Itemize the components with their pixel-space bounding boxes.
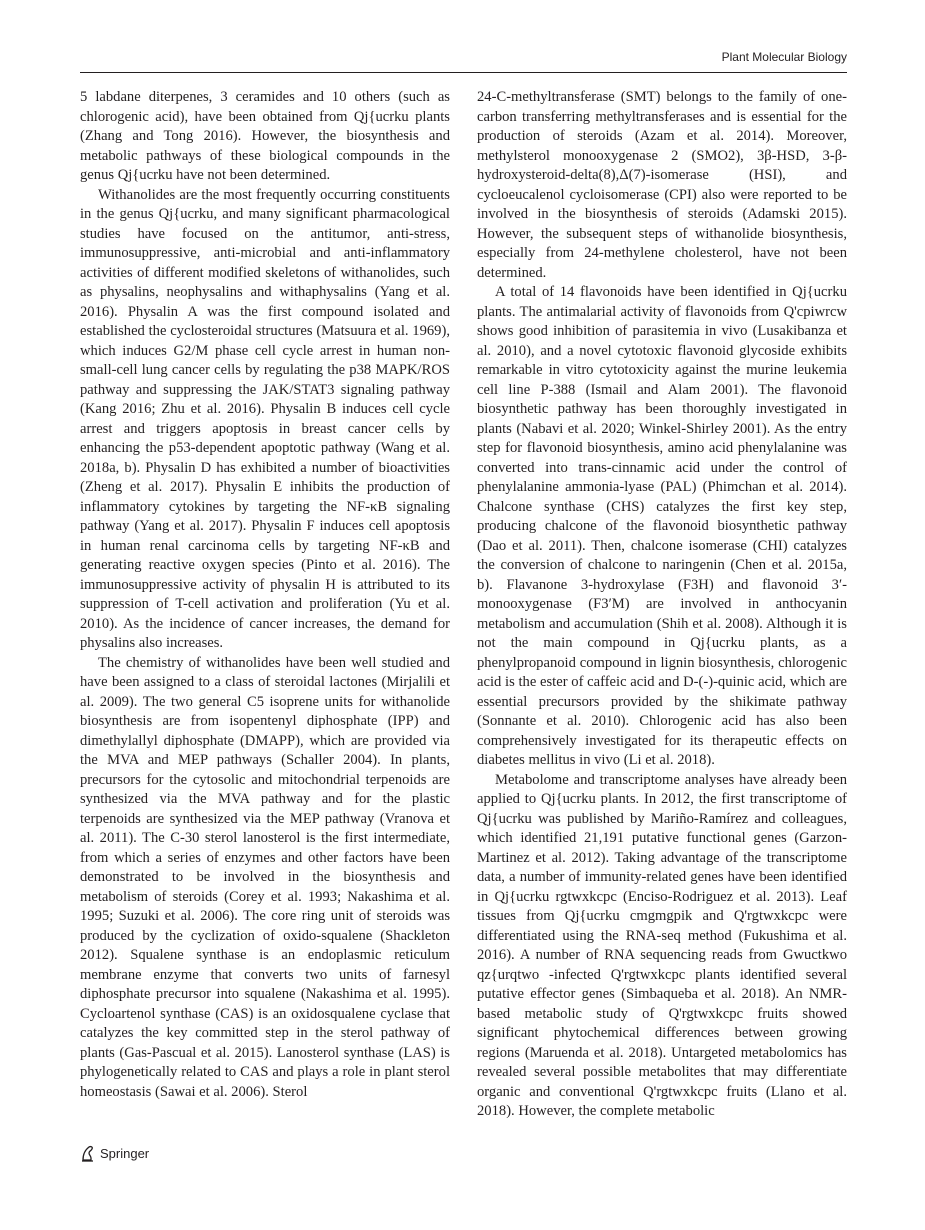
paragraph: Withanolides are the most frequently occurring constituents in the genus Qj{ucrku, and many significant pharmacological studies have focused on the antitumor, anti-stress, immunosuppressive, anti-microbial and anti-inflammatory activities of different modified skeletons of withanolides, such as physalins, neophysalins and withaphysalins (Yang et al. 2016). Physalin A was the first compound isolated and established the cyclosteroidal structures (Matsuura et al. 1969), which induces G2/M phase cell cycle arrest in human non-small-cell lung cancer cells by regulating the p38 MAPK/ROS pathway and suppressing the JAK/STAT3 signaling pathway (Kang 2016; Zhu et al. 2016). Physalin B induces cell cycle arrest and triggers apoptosis in breast cancer cells by enhancing the p53-dependent apoptotic pathway (Wang et al. 2018a, b). Physalin D has exhibited a number of bioactivities (Zheng et al. 2017). Physalin E inhibits the production of inflammatory cytokines by targeting the NF-κB signaling pathway (Yang et al. 2017). Physalin F induces cell apoptosis in human renal carcinoma cells by targeting NF-κB and generating reactive oxygen species (Pinto et al. 2016). The immunosuppressive activity of physalin H is attributed to its suppression of T-cell activation and proliferation (Yu et al. 2010). As the incidence of cancer increases, the demand for physalins also increases. xyxy=(80,186,450,651)
journal-title: Plant Molecular Biology xyxy=(721,50,847,64)
page-footer xyxy=(80,1144,149,1162)
left-column xyxy=(80,88,450,1102)
paragraph: A total of 14 flavonoids have been identified in Qj{ucrku plants. The antimalarial activity of flavonoids from Q'cpiwrcw shows good inhibition of parasitemia in vivo (Lusakibanza et al. 2010), and a novel cytotoxic flavonoid glycoside exhibits remarkable in vitro cytotoxicity against the murine leukemia cell line P-388 (Ismail and Alam 2001). The flavonoid biosynthetic pathway has been thoroughly investigated in plants (Nabavi et al. 2020; Winkel-Shirley 2001). As the entry step for flavonoid biosynthesis, amino acid phenylalanine was converted into trans-cinnamic acid under the control of phenylalanine ammonia-lyase (PAL) (Phimchan et al. 2014). Chalcone synthase (CHS) catalyzes the first key step, producing chalcone of the flavonoid biosynthetic pathway (Dao et al. 2011). Then, chalcone isomerase (CHI) catalyzes the conversion of chalcone to naringenin (Chen et al. 2015a, b). Flavanone 3-hydroxylase (F3H) and flavonoid 3′-monooxygenase (F3′M) are involved in anthocyanin metabolism and accumulation (Shih et al. 2008). Although it is not the main compound in Qj{ucrku plants, as a phenylpropanoid compound in lignin biosynthesis, chlorogenic acid is the ester of caffeic acid and D-(-)-quinic acid, which are essential precursors provided by the shikimate pathway (Sonnante et al. 2010). Chlorogenic acid has also been comprehensively investigated for its therapeutic effects on diabetes mellitus in vivo (Li et al. 2018). xyxy=(477,284,847,768)
springer-horse-icon xyxy=(80,1144,96,1162)
paragraph: The chemistry of withanolides have been well studied and have been assigned to a class of steroidal lactones (Mirjalili et al. 2009). The two general C5 isoprene units for withanolide biosynthesis are from isopentenyl diphosphate (IPP) and dimethylallyl diphosphate (DMAPP), which are provided via the MVA and MEP pathways (Schaller 2004). In plants, precursors for the cytosolic and mitochondrial terpenoids are synthesized via the MVA pathway and for the plastic terpenoids are synthesized via the MEP pathway (Vranova et al. 2011). The C-30 sterol lanosterol is the first intermediate, from which a series of enzymes and other factors have been demonstrated to be involved in the biosynthesis and metabolism of steroids (Corey et al. 1993; Nakashima et al. 1995; Suzuki et al. 2006). The core ring unit of steroids was produced by the cyclization of oxido-squalene (Shackleton 2012). Squalene synthase is an endoplasmic reticulum membrane enzyme that converts two units of farnesyl diphosphate precursor into squalene (Nakashima et al. 1995). Cycloartenol synthase (CAS) is an oxidosqualene cyclase that catalyzes the key committed step in the sterol pathway of plants (Gas-Pascual et al. 2015). Lanosterol synthase (LAS) is phylogenetically related to CAS and plays a role in plant sterol homeostasis (Sawai et al. 2006). Sterol xyxy=(80,654,450,1100)
right-column xyxy=(477,88,847,1122)
paragraph: 5 labdane diterpenes, 3 ceramides and 10 others (such as chlorogenic acid), have been obtained from Qj{ucrku plants (Zhang and Tong 2016). However, the biosynthesis and metabolic pathways of these biological compounds in the genus Qj{ucrku have not been determined. xyxy=(80,89,450,183)
paragraph: 24-C-methyltransferase (SMT) belongs to the family of one-carbon transferring methyltransferases and is essential for the production of steroids (Azam et al. 2014). Moreover, methylsterol monooxygenase 2 (SMO2), 3β-HSD, 3-β-hydroxysteroid-delta(8),Δ(7)-isomerase (HSI), and cycloeucalenol cycloisomerase (CPI) also were reported to be involved in the biosynthesis of steroids (Adamski 2015). However, the subsequent steps of withanolide biosynthesis, especially from 24-methylene cholesterol, have not been determined. xyxy=(477,89,847,281)
publisher-name: Springer xyxy=(100,1145,150,1161)
page-header xyxy=(80,50,847,73)
paragraph: Metabolome and transcriptome analyses have already been applied to Qj{ucrku plants. In 2012, the first transcriptome of Qj{ucrku was published by Mariño-Ramírez and colleagues, which identified 21,191 putative functional genes (Garzon-Martinez et al. 2012). Taking advantage of the transcriptome data, a number of immunity-related genes have been identified in Qj{ucrku rgtwxkcpc (Enciso-Rodriguez et al. 2013). Leaf tissues from Qj{ucrku cmgmgpik and Q'rgtwxkcpc were differentiated using the RNA-seq method (Fukushima et al. 2016). A number of RNA sequencing reads from Gwuctkwo qz{urqtwo -infected Q'rgtwxkcpc plants identified several putative effector genes (Simbaqueba et al. 2018). An NMR-based metabolic study of Q'rgtwxkcpc fruits showed significant phytochemical differences between growing regions (Maruenda et al. 2018). Untargeted metabolomics has revealed several possible metabolites that may differentiate organic and conventional Q'rgtwxkcpc fruits (Llano et al. 2018). However, the complete metabolic xyxy=(477,771,847,1119)
